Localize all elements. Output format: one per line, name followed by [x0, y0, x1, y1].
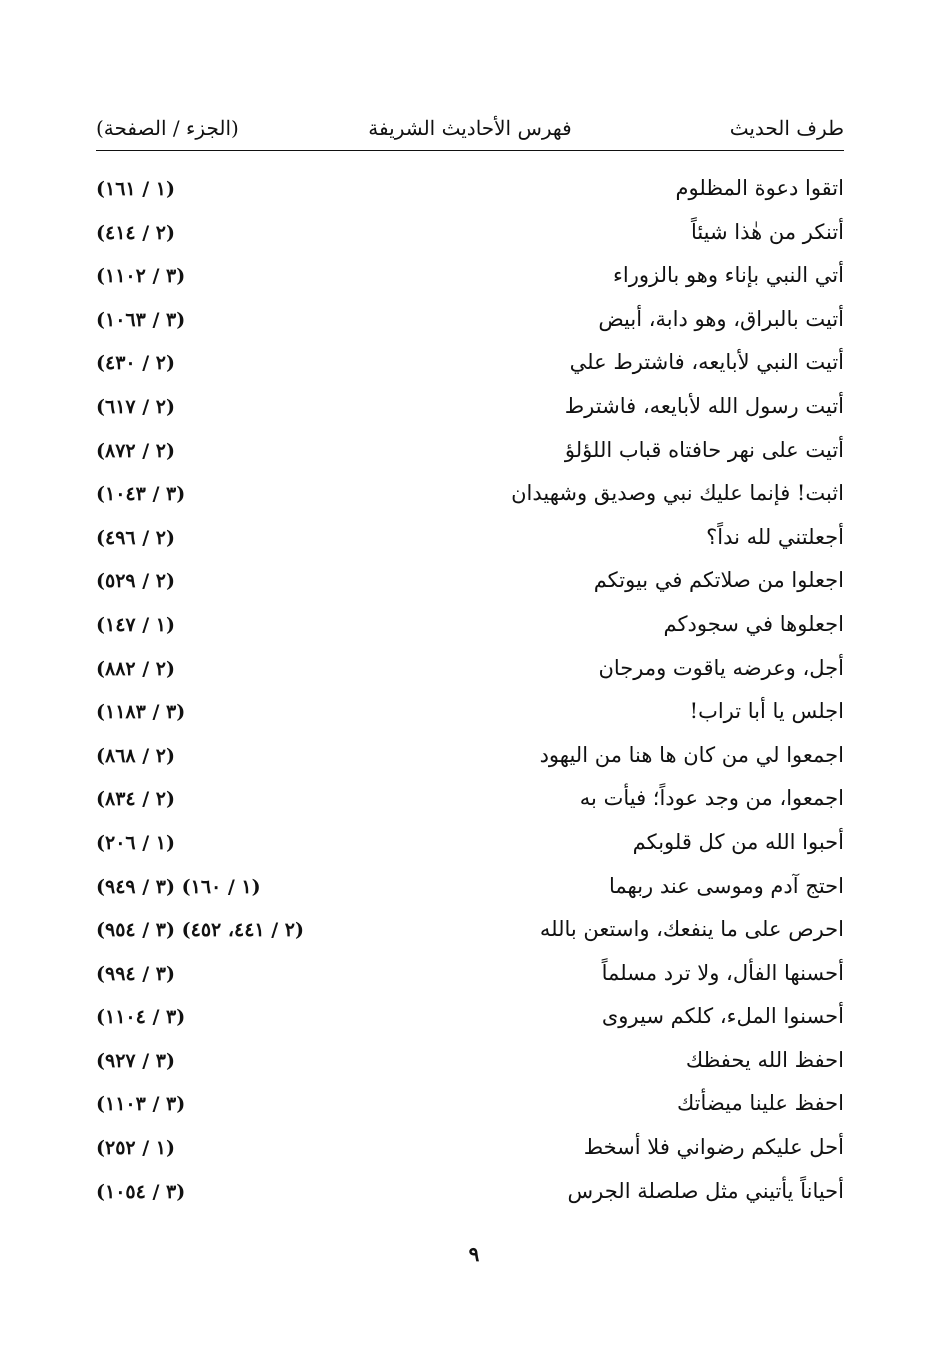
hadith-text: احرص على ما ينفعك، واستعن بالله	[539, 917, 844, 942]
volume-page-ref: (٣ / ١٠٥٤)	[96, 1180, 186, 1203]
volume-page-ref: (٣ / ١١٠٤)	[96, 1006, 186, 1029]
volume-page-ref: (١ / ٢٥٢)	[96, 1137, 176, 1160]
list-item	[96, 739, 844, 783]
hadith-text: اجعلوها في سجودكم	[663, 611, 844, 636]
hadith-text: أتيت بالبراق، وهو دابة، أبيض	[598, 306, 844, 331]
list-item	[96, 1044, 844, 1088]
list-item	[96, 1175, 844, 1219]
volume-page-ref: (٢ / ٤٩٦)	[96, 526, 176, 549]
list-item	[96, 1131, 844, 1175]
hadith-text: أحبوا الله من كل قلوبكم	[632, 829, 844, 854]
hadith-text: احفظ الله يحفظك	[685, 1047, 844, 1072]
volume-page-ref: (٣ / ٩٩٤)	[96, 962, 176, 985]
list-item	[96, 695, 844, 739]
volume-page-ref: (١ / ٢٠٦)	[96, 831, 176, 854]
hadith-text: أحسنوا الملء، كلكم سيروى	[601, 1004, 844, 1029]
hadith-text: أتنكر من هٰذا شيئاً	[690, 219, 844, 244]
header-divider	[96, 150, 844, 151]
volume-page-ref: (٢ / ٨٣٤)	[96, 788, 176, 811]
volume-page-ref: (٣ / ٩٢٧)	[96, 1049, 176, 1072]
volume-page-ref: (٣ / ١١٨٣)	[96, 701, 186, 724]
list-item	[96, 477, 844, 521]
volume-page-ref: (٣ / ١١٠٢)	[96, 265, 186, 288]
list-item	[96, 564, 844, 608]
hadith-text: أحياناً يأتيني مثل صلصلة الجرس	[567, 1178, 844, 1203]
header-index-title: فهرس الأحاديث الشريفة	[368, 116, 572, 140]
list-item	[96, 259, 844, 303]
volume-page-ref: (٢ / ٨٨٢)	[96, 657, 176, 680]
hadith-text: أجل، وعرضه ياقوت ومرجان	[598, 655, 844, 680]
volume-page-ref: (١ / ١٤٧)	[96, 613, 176, 636]
list-item	[96, 652, 844, 696]
hadith-text: أتيت النبي لأبايعه، فاشترط علي	[569, 350, 844, 375]
volume-page-ref: (٣ / ١٠٦٣)	[96, 308, 186, 331]
list-item	[96, 870, 844, 914]
hadith-index-list	[96, 172, 844, 1218]
volume-page-ref: (٣ / ١١٠٣)	[96, 1093, 186, 1116]
hadith-text: أحل عليكم رضواني فلا أسخط	[583, 1135, 844, 1160]
hadith-text: اجلس يا أبا تراب!	[689, 699, 844, 724]
hadith-text: اثبت! فإنما عليك نبي وصديق وشهيدان	[511, 481, 844, 506]
volume-page-ref: (٢ / ٤٤١، ٤٥٢) (٣ / ٩٥٤)	[96, 919, 305, 942]
hadith-text: أتيت رسول الله لأبايعه، فاشترط	[564, 393, 844, 418]
list-item	[96, 390, 844, 434]
volume-page-ref: (١ / ١٦١)	[96, 178, 176, 200]
hadith-text: احتج آدم وموسى عند ربهما	[608, 873, 844, 898]
volume-page-ref: (١ / ١٦٠) (٣ / ٩٤٩)	[96, 875, 261, 898]
list-item	[96, 608, 844, 652]
hadith-text: احفظ علينا ميضأتك	[676, 1091, 844, 1116]
hadith-text: اجمعوا لي من كان ها هنا من اليهود	[539, 742, 844, 767]
list-item	[96, 913, 844, 957]
list-item	[96, 782, 844, 826]
volume-page-ref: (٢ / ٤٣٠)	[96, 352, 176, 375]
hadith-text: أتيت على نهر حافتاه قباب اللؤلؤ	[564, 437, 844, 462]
volume-page-ref: (٣ / ١٠٤٣)	[96, 483, 186, 506]
header-hadith-column-title: طرف الحديث	[729, 116, 844, 140]
hadith-text: أجعلتني لله نداً؟	[706, 524, 844, 549]
list-item	[96, 521, 844, 565]
page-header	[96, 112, 844, 150]
list-item	[96, 346, 844, 390]
hadith-text: اجعلوا من صلاتكم في بيوتكم	[593, 568, 844, 593]
list-item	[96, 172, 844, 216]
volume-page-ref: (٢ / ٤١٤)	[96, 221, 176, 244]
hadith-text: اجمعوا، من وجد عوداً؛ فيأت به	[579, 786, 844, 811]
volume-page-ref: (٢ / ٥٢٩)	[96, 570, 176, 593]
hadith-text: أحسنها الفأل، ولا ترد مسلماً	[601, 960, 844, 985]
hadith-text: اتقوا دعوة المظلوم	[675, 176, 844, 200]
list-item	[96, 434, 844, 478]
list-item	[96, 826, 844, 870]
volume-page-ref: (٢ / ٦١٧)	[96, 395, 176, 418]
header-reference-column-title: (الجزء / الصفحة)	[96, 116, 239, 140]
list-item	[96, 216, 844, 260]
list-item	[96, 1087, 844, 1131]
volume-page-ref: (٢ / ٨٦٨)	[96, 744, 176, 767]
list-item	[96, 957, 844, 1001]
list-item	[96, 303, 844, 347]
list-item	[96, 1000, 844, 1044]
page-number: ٩	[468, 1242, 480, 1266]
hadith-text: أتي النبي بإناء وهو بالزوراء	[613, 263, 844, 288]
volume-page-ref: (٢ / ٨٧٢)	[96, 439, 176, 462]
